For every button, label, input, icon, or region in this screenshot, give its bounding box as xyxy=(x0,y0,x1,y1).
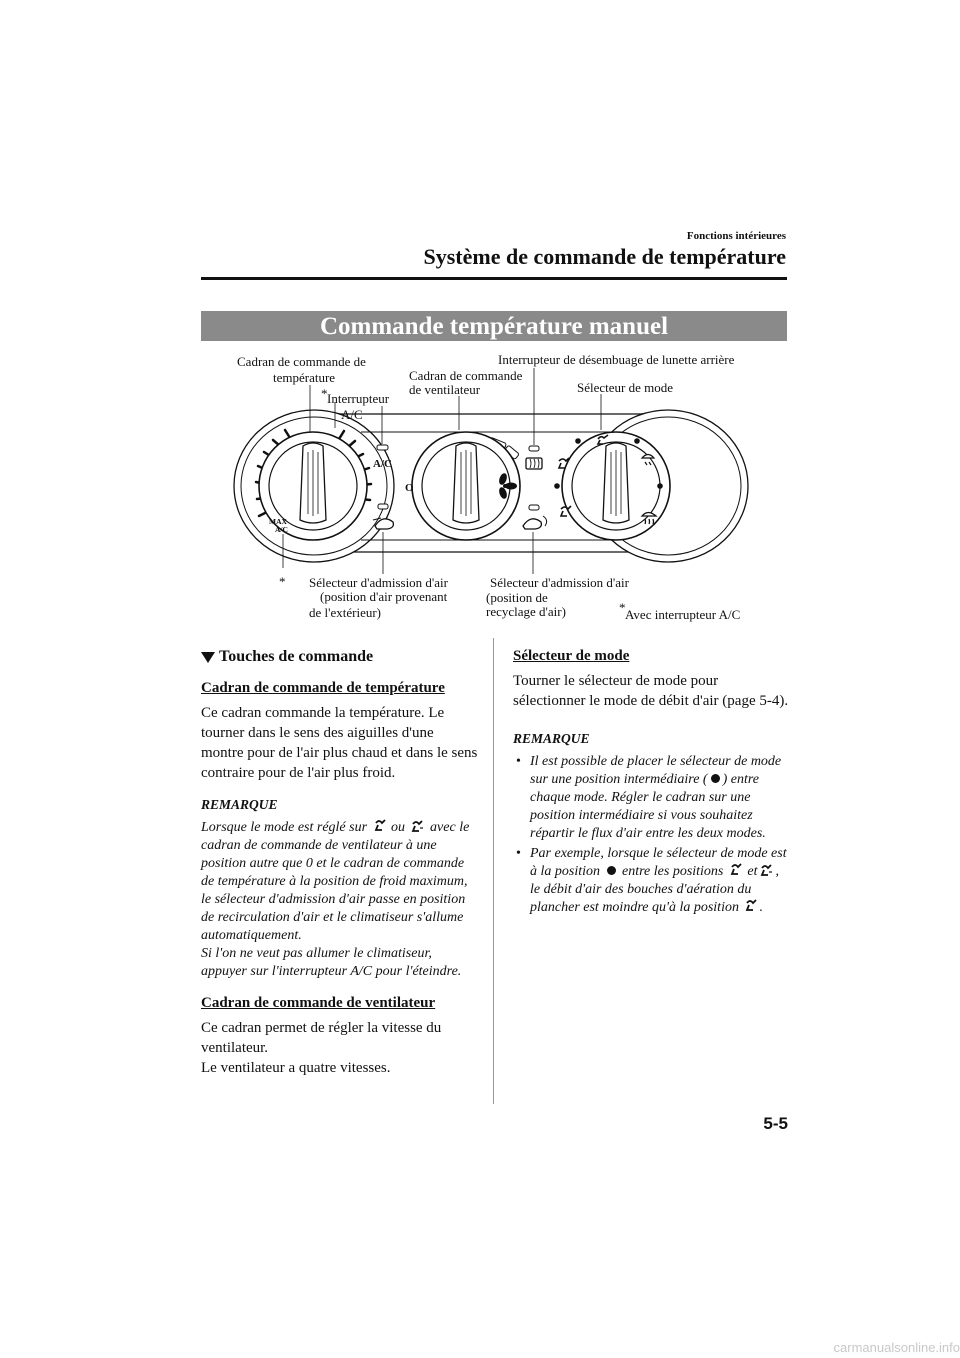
max-ac-label-line1: MAX xyxy=(269,517,287,526)
footnote-text: Avec interrupteur A/C xyxy=(625,607,741,622)
remarque-heading-right: REMARQUE xyxy=(513,731,590,746)
rear-defrost-icon xyxy=(526,458,542,469)
callout-fan-dial-line2: de ventilateur xyxy=(409,382,481,397)
bullet2-text-a: Par exemple, lorsque le sélecteur de mode est à la position xyxy=(530,846,787,879)
fan-para-line2: Le ventilateur a quatre vitesses. xyxy=(201,1060,391,1076)
bullet2-text-c: et xyxy=(747,864,758,879)
callout-ac-switch-line1: Interrupteur xyxy=(327,391,390,406)
chapter-title: Système de commande de température xyxy=(423,244,786,269)
note-text-d: Si l'on ne veut pas allumer le climatiseur, appuyer sur l'interrupteur A/C pour l'éteindre. xyxy=(201,946,462,979)
callout-fan-dial-line1: Cadran de commande xyxy=(409,368,523,383)
section-banner: Commande température manuel xyxy=(201,311,787,341)
callout-fresh-air-line2: (position d'air provenant xyxy=(320,589,448,604)
recirculation-icon xyxy=(523,519,541,529)
mode-floor-defrost-icon xyxy=(760,863,774,877)
note-text-c: avec le cadran de commande de ventilateur à une position autre que 0 et le cadran de commande de température à la position de froid maximum, le sélecteur d'admission d'air passe en position de recirculation d'air et le climatiseur s'allume automatiquement. xyxy=(201,820,470,943)
triangle-marker-icon xyxy=(201,652,215,663)
fan-dial-heading: Cadran de commande de ventilateur xyxy=(201,995,436,1011)
fan-speed-dial[interactable] xyxy=(405,432,520,540)
mode-floor-defrost-icon xyxy=(411,819,425,833)
note-text-b: ou xyxy=(391,820,406,835)
remarque-bullets xyxy=(513,753,789,917)
callout-bottom-asterisk: * xyxy=(279,574,286,589)
header-rule xyxy=(201,277,787,280)
left-column xyxy=(201,648,479,1078)
climate-panel-diagram xyxy=(201,346,787,628)
fan-off-label: O xyxy=(405,482,414,494)
fan-para-line1: Ce cadran permet de régler la vitesse du ventilateur. xyxy=(201,1020,442,1056)
callout-rear-defrost: Interrupteur de désembuage de lunette arrière xyxy=(498,352,735,367)
callout-temp-dial-line2: température xyxy=(273,370,336,385)
callout-ac-switch-line2: A/C xyxy=(341,407,363,422)
note-text-a: Lorsque le mode est réglé sur xyxy=(201,820,368,835)
touches-title-text: Touches de commande xyxy=(219,648,374,665)
mode-selector-heading: Sélecteur de mode xyxy=(513,648,630,664)
page-number: 5-5 xyxy=(763,1114,788,1133)
bullet2-text-d: , le débit d'air des bouches d'aération du plancher est moindre qu'à la position xyxy=(530,864,779,915)
remarque-bullet-1 xyxy=(513,753,789,843)
temp-dial-description: Ce cadran commande la température. Le tourner dans le sens des aiguilles d'une montre pour de l'air plus chaud et dans le sens contraire pour de l'air plus froid. xyxy=(201,705,478,781)
mode-floor-icon xyxy=(373,819,386,833)
footnote-asterisk: * xyxy=(619,600,626,615)
remarque-bullet-2 xyxy=(513,845,789,917)
callout-mode-selector: Sélecteur de mode xyxy=(577,380,674,395)
column-divider xyxy=(493,638,494,1104)
callout-fresh-air-line1: Sélecteur d'admission d'air xyxy=(309,575,448,590)
callout-ac-asterisk: * xyxy=(321,386,328,401)
mode-selector[interactable] xyxy=(554,432,670,540)
mode-selector-description: Tourner le sélecteur de mode pour sélectionner le mode de débit d'air (page 5-4). xyxy=(513,673,789,709)
touches-title xyxy=(201,648,479,666)
right-column xyxy=(513,648,789,919)
fan-dial-description xyxy=(201,1018,479,1078)
mode-floor-icon xyxy=(729,863,742,877)
remarque-note-left xyxy=(201,819,479,981)
callout-temp-dial-line1: Cadran de commande de xyxy=(237,354,366,369)
callout-recirc-line2: (position de xyxy=(486,590,548,605)
recirculation-selector[interactable] xyxy=(523,505,547,529)
bullet-icon: • xyxy=(516,754,521,769)
callout-fresh-air-line3: de l'extérieur) xyxy=(309,605,381,620)
callout-recirc-line1: Sélecteur d'admission d'air xyxy=(490,575,629,590)
max-ac-label-line2: A/C xyxy=(275,525,288,534)
section-title: Fonctions intérieures xyxy=(686,230,786,242)
ac-switch-label: A/C xyxy=(373,458,392,470)
bullet2-text-e: . xyxy=(759,900,763,915)
bullet2-text-b: entre les positions xyxy=(622,864,724,879)
watermark: carmanualsonline.info xyxy=(833,1340,960,1355)
intermediate-dot-icon xyxy=(711,774,720,783)
intermediate-dot-icon xyxy=(607,866,616,875)
temp-dial-heading: Cadran de commande de température xyxy=(201,680,445,696)
mode-floor-icon xyxy=(744,899,757,913)
rear-defrost-switch[interactable] xyxy=(526,446,542,469)
bullet1-text-a: Il est possible de placer le sélecteur de mode sur une position intermédiaire ( xyxy=(530,754,782,787)
callout-recirc-line3: recyclage d'air) xyxy=(486,604,566,619)
remarque-heading-left: REMARQUE xyxy=(201,797,278,812)
bullet-icon: • xyxy=(516,846,521,861)
bullet1-text-b: ) entre chaque mode. Régler le cadran sur une position intermédiaire si vous souhaitez répartir le flux d'air entre les deux modes. xyxy=(530,772,766,841)
